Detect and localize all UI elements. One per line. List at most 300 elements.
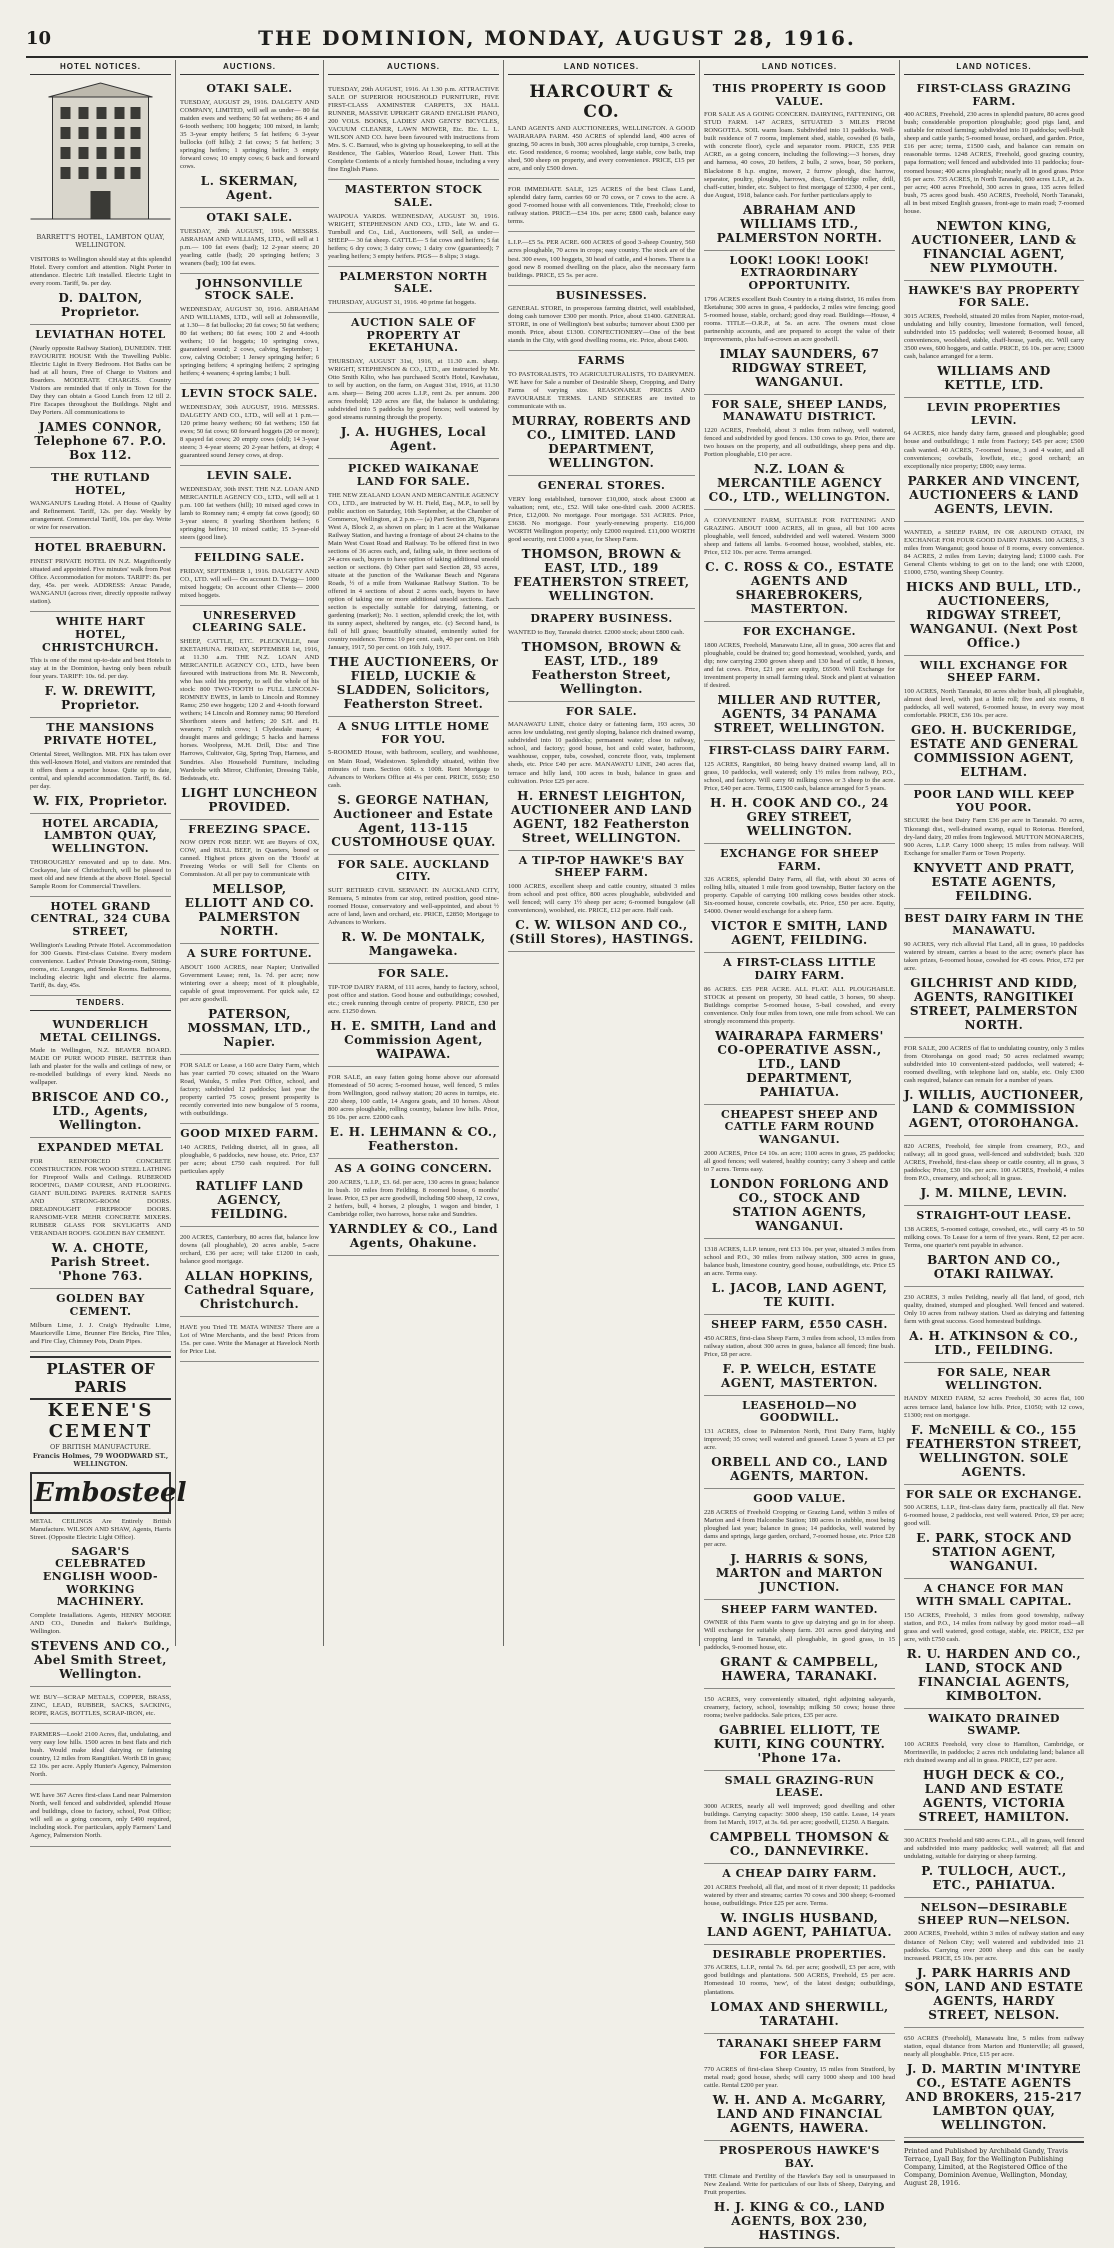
advertisement <box>904 2028 1084 2138</box>
ad-body: FOR REINFORCED CONCRETE CONSTRUCTION. FOR WOOD STEEL LATHING for Fireproof Walls and Ceilings. RUBEROID ROOFING, DAMP COURSE, AND FLOORING. GIANT BUILDING PAPERS. RATNER SAFES AND STRONG-ROOM DOORS. DREADNOUGHT FIREPROOF DOORS. RANSOME-VER MEHR CONCRETE MIXERS. RUBBER GLASS FOR SKYLIGHTS AND VERANDAH ROOFS. GOLDEN BAY CEMENT. <box>30 1157 171 1238</box>
ad-body: Milburn Lime, J. J. Craig's Hydraulic Lime, Mauriceville Lime, Brunner Fire Bricks, Fire Tiles, and Fire Clay, Chimney Pots, Drain Pipes. <box>30 1321 171 1345</box>
ad-title: FOR EXCHANGE. <box>743 625 856 639</box>
ad-body: 100 ACRES, North Taranaki, 80 acres shelter bush, all ploughable, almost dead level, with just a little roll; five and six rooms, 8 paddocks, all well watered, 6-roomed house, in every way most comfortable. PRICE, £36 10s. per acre. <box>904 688 1084 720</box>
ad-title: EXCHANGE FOR SHEEP FARM. <box>720 846 879 873</box>
ad-body: 131 ACRES, close to Palmerston North, First Dairy Farm, highly improved; 35 cows; well watered and grassed. Lease 5 years at £3 per acre. <box>704 1427 895 1451</box>
advertisement <box>30 897 171 996</box>
ad-body: WANTED to Buy, Taranaki district. £2000 stock; about £800 cash. <box>508 628 685 636</box>
ad-body: A CONVENIENT FARM, SUITABLE FOR FATTENING AND GRAZING. ABOUT 1000 ACRES, all in grass, all but 100 acres ploughable, well fenced, subdivided and well watered. Western 3000 sheep and fattens all lambs. 6-roomed house, woolshed, stables, etc. Price, £12 10s. per acre. Terms arranged. <box>704 517 895 557</box>
hotel-caption: BARRETT'S HOTEL, LAMBTON QUAY, WELLINGTON. <box>36 233 165 249</box>
advertisement <box>328 855 499 964</box>
advertisement <box>704 1600 895 1689</box>
ad-body: VERY long established, turnover £10,000, stock about £3000 at valuation; rent, etc., £52. Will take one-third cash. 2000 ACRES. Price, £12,000. No mortgage. Four mortgage. 531 ACRES. Price, £3638. No mortgage. Four yearly-renewing property. £16,000 WORTH Wellington property; only £2000 required. £11,000 WORTH good security, rent £1000 a year, for Sheep Farm. <box>508 495 695 543</box>
ad-title: EXPANDED METAL <box>37 1141 164 1155</box>
advertisement <box>30 325 171 468</box>
advertisement <box>904 1830 1084 1898</box>
ad-title: FREEZING SPACE. <box>188 822 311 836</box>
newspaper-title: THE DOMINION, MONDAY, AUGUST 28, 1916. <box>258 26 856 50</box>
ad-title: FIRST-CLASS DAIRY FARM. <box>708 744 891 758</box>
advertisement <box>508 351 695 476</box>
advertisement <box>904 1038 1084 1136</box>
ad-body: 228 ACRES of Freehold Cropping or Grazing Land, within 3 miles of Marton and 4 from Halcombe Station; 180 acres in stubble, most being ploughed last year; balance in grass; 14 paddocks, well watered by dams and springs, large garden, orchard, 7-roomed house, etc. Price £28 per acre. <box>704 1508 895 1548</box>
ad-title: FOR SALE. <box>565 704 638 718</box>
ad-title: A SURE FORTUNE. <box>186 947 313 961</box>
ad-title: GOOD VALUE. <box>753 1492 846 1506</box>
ad-advertiser: L. SKERMAN, Agent. <box>200 173 299 202</box>
ad-title: PROSPEROUS HAWKE'S BAY. <box>719 2143 880 2170</box>
ad-advertiser: WAIRARAPA FARMERS' CO-OPERATIVE ASSN., LTD., LAND DEPARTMENT, PAHIATUA. <box>715 1028 884 1099</box>
advertisement <box>508 476 695 609</box>
advertisement <box>30 1687 171 1724</box>
advertisement <box>508 179 695 232</box>
ad-title: AS A GOING CONCERN. <box>334 1162 493 1176</box>
advertisement <box>508 851 695 952</box>
ad-title: STRAIGHT-OUT LEASE. <box>916 1209 1072 1223</box>
ad-body: WEDNESDAY, AUGUST 30, 1916. ABRAHAM AND WILLIAMS, LTD., will sell at Johnsonville, at 1.30— 8 fat bullocks; 20 fat cows; 50 fat wethers; 80 fat wethers; 80 fat ewes; 100 2 and 4-tooth wethers; 10 fat hoggets; 10 springing cows, guaranteed sound; 2 cows, calving September; 1 cow, calving October; 1 Jersey springing heifer; 6 springing heifers; 4 springing heifers; 2 springing heifers; 4 weaners; 4 spring lambs; 1 bull. <box>180 306 319 378</box>
advertisement <box>704 953 895 1104</box>
ad-body: 1800 ACRES, Freehold, Manawatu Line, all in grass, 300 acres flat and ploughable, could be drained to; good homestead, woolshed, yards, and dip; now carrying 2300 grown sheep and 130 head of cattle, 8 horses, and fat cows. Price, £21 per acre equity, £6500. Will Exchange for inventment property in small farming ideal. Stock and plant at valuation if desired. <box>704 641 895 690</box>
column-auctions-2 <box>324 60 504 1646</box>
ad-body: TUESDAY, AUGUST 29, 1916. DALGETY AND COMPANY, LIMITED, will sell as under— 80 fat maiden ewes and wethers; 50 fat wethers; 86 4 and 6-tooth wethers; 100 hoggets; 100 mixed, in lamb; 35 3-year empty heifers; 5 fat heifers; 6 3-year bullocks (off hills); 2 fat cows; 5 fat heifers; 3 springing heifers; 1 springing heifer; 3 empty forward cows; 10 empty cows; 6 back and forward cows. <box>180 98 319 170</box>
ad-title: GOLDEN BAY CEMENT. <box>56 1292 145 1318</box>
ad-advertiser: W. FIX, Proprietor. <box>33 793 168 808</box>
ad-title: FOR SALE. AUCKLAND CITY. <box>337 857 490 884</box>
ad-body: TIP-TOP DAIRY FARM, of 111 acres, handy to factory, school, post office and station. Good house and outbuildings; cowshed, etc.; creek running through centre of property. PRICE, £30 per acre. £1250 down. <box>328 983 499 1015</box>
ad-advertiser: NEWTON KING, AUCTIONEER, LAND & FINANCIAL AGENT, NEW PLYMOUTH. <box>911 218 1077 275</box>
ad-advertiser: KNYVETT AND PRATT, ESTATE AGENTS, FEILDING. <box>913 860 1075 903</box>
keenes-cement-title: KEENE'S CEMENT <box>47 1399 154 1442</box>
advertisement <box>180 944 319 1055</box>
ad-title: LOOK! LOOK! LOOK! EXTRAORDINARY OPPORTUNITY. <box>729 253 870 292</box>
ad-advertiser: CAMPBELL THOMSON & CO., DANNEVIRKE. <box>709 1830 890 1859</box>
ad-title: FOR SALE, NEAR WELLINGTON. <box>937 1366 1051 1392</box>
advertisement <box>328 459 499 717</box>
ad-body: 200 ACRES, Canterbury, 80 acres flat, balance low downs (all ploughable), 20 acres arable, 5-acre orchard, £36 per acre; will take £1200 in cash, balance good mortgage. <box>180 1234 319 1266</box>
advertisement <box>904 1579 1084 1708</box>
ad-body: 1796 ACRES excellent Bush Country in a rising district, 16 miles from Eketahuna; 300 acres in grass, 4 paddocks, 2 miles wire fencing; good 5-roomed house, stable, orchard; good dray road. Buildings—House, 4 rooms. TITLE—O.R.P., at 5s. an acre. The owners must close partnership accounts, and are prepared to accept the value of their improvements, plus half-a-crown an acre goodwill. <box>704 295 895 343</box>
ad-advertiser: J. D. MARTIN M'INTYRE CO., ESTATE AGENTS AND BROKERS, 215-217 LAMBTON QUAY, WELLINGTON. <box>905 2061 1083 2132</box>
advertisement <box>180 820 319 945</box>
ad-body: WE have 367 Acres first-class Land near Palmerston North, well fenced and subdivided, splendid House and buildings, close to factory, school, Post Office; will sell as a going concern, only £490 required, including stock. For particulars, apply Farmers' Land Agency, Palmerston North. <box>30 1792 171 1840</box>
ad-body: 138 ACRES, 5-roomed cottage, cowshed, etc., will carry 45 to 50 milking cows. To Lease for a term of five years. Rent, £2 per acre. Terms, one quarter's rent payable in advance. <box>904 1225 1084 1250</box>
ad-body: 90 ACRES, very rich alluvial Flat Land, all in grass, 10 paddocks watered by stream, carries a beast to the acre; owner's place has taken prizes, 6-roomed house, cowshed for 45 cows. Price, £72 per acre. <box>904 940 1084 972</box>
ad-title: A CHANCE FOR MAN WITH SMALL CAPITAL. <box>916 1582 1072 1608</box>
advertisement <box>904 281 1084 398</box>
ad-advertiser: THOMSON, BROWN & EAST, LTD., 189 Featherston Street, Wellington. <box>521 639 682 696</box>
ad-title: GOOD MIXED FARM. <box>180 1127 319 1141</box>
ad-advertiser: MURRAY, ROBERTS AND CO., LIMITED. LAND DEPARTMENT, WELLINGTON. <box>511 414 692 471</box>
ad-body: GENERAL STORE, in prosperous farming district, well established, doing cash turnover £300 per month. Price, about £1400. GENERAL STORE, in one of Wellington's best suburbs; turnover about £300 per month. Price, about £1300. CONFECTIONERY—One of the best stands in the City, with good dwelling rooms, etc. Price, about £400. <box>508 305 695 345</box>
advertisement <box>30 538 171 612</box>
ad-title: HARCOURT & CO. <box>529 82 674 122</box>
advertisement <box>328 1067 499 1159</box>
ad-body: 376 ACRES, L.I.P., rental 7s. 6d. per acre; goodwill, £3 per acre, with good buildings and plantations. 500 ACRES, Freehold, £5 per acre. Homestead 10 rooms, 'new', of the latest design; outbuildings, plantations. <box>704 1964 895 1996</box>
column-heading: AUCTIONS. <box>180 60 319 75</box>
ad-title: FARMS <box>577 354 626 368</box>
ad-body: FOR SALE, an easy fatten going home above our aforesaid Homestead of 50 acres; 5-roomed house, well fenced, 5 miles from Wellington, good railway station; 20 acres in turnips, etc. 220 sheep, 100 cattle, 14 Angora goats, and 10 horses. About 800 acres ploughable, rolling country, balance low hills. Price, £6 10s. per acre. £2000 cash. <box>328 1073 499 1121</box>
advertisement <box>904 398 1084 521</box>
ad-advertiser: GILCHRIST AND KIDD, AGENTS, RANGITIKEI STREET, PALMERSTON NORTH. <box>909 976 1079 1033</box>
ad-advertiser: P. TULLOCH, AUCT., ETC., PAHIATUA. <box>921 1864 1067 1893</box>
ad-title: DESIRABLE PROPERTIES. <box>712 1947 887 1961</box>
advertisement <box>704 510 895 622</box>
ad-body: 3015 ACRES, Freehold, situated 20 miles from Napier, motor-road, undulating and hilly country, limestone formation, well fenced, subdivided into 15 paddocks; well watered; 8-roomed house, all conveniences, woolshed, stable, chaff-house, yards, etc. Will carry 3500 ewes, 600 hoggets, and cattle. PRICE, £6 10s. per acre; £3000 cash, balance arranged for a term. <box>904 312 1084 361</box>
ad-body: OWNER of this Farm wants to give up dairying and go in for sheep. Will exchange for suitable sheep farm. 201 acres good dairying and cropping land in Taranaki, all ploughable, in good grass, in 15 paddocks, 9-roomed house, etc. <box>704 1619 895 1651</box>
ad-title: WHITE HART HOTEL, CHRISTCHURCH. <box>42 615 159 654</box>
ad-advertiser: H. E. SMITH, Land and Commission Agent, WAIPAWA. <box>330 1018 497 1061</box>
ad-title: HOTEL ARCADIA, LAMBTON QUAY, WELLINGTON. <box>41 816 160 856</box>
ad-advertiser: LIGHT LUNCHEON PROVIDED. <box>181 785 318 814</box>
ad-title: FOR SALE, SHEEP LANDS, MANAWATU DISTRICT. <box>711 397 888 424</box>
advertisement <box>180 606 319 820</box>
ad-body: FOR SALE AS A GOING CONCERN. DAIRYING, FATTENING, OR STUD FARM. 147 ACRES, SITUATED 3 MILES FROM RONGOTEA. SOIL warm loam. Subdivided into 11 paddocks. Well-built residence of 7 rooms, implement shed, stable, cowshed (6 bails, with concrete floor), cycle and separator room. PRICE, £35 PER ACRE, as a going concern, including the following:—3 horses, dray and harness, 40 cows, 20 heifers, 2 bulls, 2 sows, boar, 50 porkers, Blackstone 8 h.p. engine, mower, 2 furrow plough, disc harrow, separator, poultry, ploughs, harrows, discs, Cambridge roller, drill, chaff-cutter, binder, etc. Subject to first mortgage of £2300, 4 per cent., due August, 1918, balance cash. For further particulars apply to <box>704 111 895 199</box>
advertisement <box>328 79 499 180</box>
column-heading: LAND NOTICES. <box>904 60 1084 75</box>
advertisement <box>180 274 319 385</box>
ad-advertiser: LOMAX AND SHERWILL, TARATAHI. <box>710 1999 889 2028</box>
ad-title: A FIRST-CLASS LITTLE DAIRY FARM. <box>723 956 876 982</box>
advertisement <box>180 1227 319 1317</box>
advertisement <box>328 180 499 266</box>
ad-advertiser: GABRIEL ELLIOTT, TE KUITI, KING COUNTRY. 'Phone 17a. <box>713 1722 886 1765</box>
advertisement <box>30 1138 171 1289</box>
ad-advertiser: A. H. ATKINSON & CO., LTD., FEILDING. <box>909 1329 1079 1358</box>
advertisement <box>180 1055 319 1124</box>
ad-advertiser: YARNDLEY & CO., Land Agents, Ohakune. <box>329 1221 498 1250</box>
advertisement <box>904 1898 1084 2027</box>
ad-body: 125 ACRES, Rangitikei, 80 being heavy drained swamp land, all in grass, 10 paddocks, well watered; only 1½ miles from railway, P.O., school, and factory. Will carry 60 milking cows or 3 sheep to the acre. Price, £40 per acre. Terms, £1500 cash, balance arranged for 5 years. <box>704 760 895 792</box>
advertisement <box>30 1785 171 1846</box>
column-auctions-1 <box>176 60 324 1646</box>
ad-body: 1000 ACRES, excellent sheep and cattle country, situated 3 miles from school and post office, 800 acres ploughable, subdivided and well fenced; will carry 1½ sheep per acre; 6-roomed bungalow (all conveniences), woolshed, etc. PRICE, £12 per acre. Half cash. <box>508 882 695 914</box>
advertisement <box>904 1485 1084 1580</box>
ad-body: THE Climate and Fertility of the Hawke's Bay soil is unsurpassed in New Zealand. Write for particulars of our lists of Sheep, Dairying, and Fruit properties. <box>704 2173 895 2197</box>
ad-body: This is one of the most up-to-date and best Hotels to stay at in the Dominion, having only been rebuilt four years. TARIFF: 10s. 6d. per day. <box>30 657 171 681</box>
ad-body: 150 ACRES, Freehold, 3 miles from good township, railway station, and P.O., 14 miles from railway by good motor road—all grass and well watered, good cottage, stable, etc. PRICE, £32 per acre, with £750 cash. <box>904 1611 1084 1643</box>
ad-body: WANGANUI'S Leading Hotel. A House of Quality and Refinement. Tariff, 12s. per day. Weekly by arrangement. Commercial Tariff, 10s. per day. Write or wire for reservation. <box>30 500 171 532</box>
column-heading: HOTEL NOTICES. <box>30 60 171 75</box>
ad-title: DRAPERY BUSINESS. <box>530 612 673 626</box>
ad-body: SUIT RETIRED CIVIL SERVANT. IN AUCKLAND CITY, Remuera, 5 minutes from car stop, retired position, good nine-roomed House, conservatory and well-appointed, and about ½ acre of land, lawn and orchard, etc. PRICE, £2850; Mortgage to Advances to Workers. <box>328 886 499 927</box>
advertisement <box>180 548 319 606</box>
ad-body: TUESDAY, 29th AUGUST, 1916. MESSRS. ABRAHAM AND WILLIAMS, LTD., will sell at 1 p.m.— 100 fat ewes (bad); 12 2-year steers; 20 yearling cattle (bad); 20 springing heifers; 3 weaners (bad); 100 fat ewes. <box>180 227 319 267</box>
column-heading: LAND NOTICES. <box>508 60 695 75</box>
advertisement <box>904 1136 1084 1206</box>
ad-advertiser: W. INGLIS HUSBAND, LAND AGENT, PAHIATUA. <box>706 1910 893 1939</box>
ad-body: TO PASTORALISTS, TO AGRICULTURALISTS, TO DAIRYMEN. WE have for Sale a number of Desirable Sheep, Cropping, and Dairy Farms of varying size. REASONABLE PRICES AND FAVOURABLE TERMS. LAND SEEKERS are invited to communicate with us. <box>508 371 695 411</box>
ad-body: WANTED, a SHEEP FARM, IN OR AROUND OTAKI, IN EXCHANGE FOR FOUR GOOD DAIRY FARMS. 100 ACRES, 3 miles from Wanganui; good house of 8 rooms, every convenience. 84 ACRES, 2 miles from Levin; dairying land; £1000 cash. For General Clients wishing to get on to the land; one with £2000, £1000, £750, wanting Sheep Country. <box>904 528 1084 576</box>
ad-advertiser: H. J. KING & CO., LAND AGENTS, BOX 230, HASTINGS. <box>713 2200 886 2243</box>
advertisement <box>904 1363 1084 1484</box>
ad-body: 5-ROOMED House, with bathroom, scullery, and washhouse, on Main Road, Wadestown. Splendidly situated, within five minutes of tram. Section 66ft. x 100ft. Rent Mortgage to Advances to Workers Office at 4¼ per cent. PRICE, £650; £50 cash. <box>328 749 499 789</box>
ad-advertiser: MELLSOP, ELLIOTT AND CO. PALMERSTON NORTH. <box>184 882 315 939</box>
ad-body: THOROUGHLY renovated and up to date. Mrs. Cockayne, late of Christchurch, will be pleased to meet old and new friends at the above Hotel. Special Sample Room for Commercial Travellers. <box>30 858 171 890</box>
advertisement <box>508 79 695 179</box>
ad-body: FOR IMMEDIATE SALE, 125 ACRES of the best Class Land, splendid dairy farm, carries 60 or 70 cows, or 7 cows to the acre. A good 7-roomed house with all conveniences. Title, Freehold; close to railway station. PRICE—£34 10s. per acre; £800 cash, balance easy terms. <box>508 186 695 226</box>
advertisement <box>704 2141 895 2248</box>
ad-advertiser: D. DALTON, Proprietor. <box>58 291 143 320</box>
ad-advertiser: THOMSON, BROWN & EAST, LTD., 189 FEATHERSTON STREET, WELLINGTON. <box>513 547 690 604</box>
ad-title: POOR LAND WILL KEEP YOU POOR. <box>913 788 1075 814</box>
ad-body: 326 ACRES, splendid Dairy Farm, all flat, with about 30 acres of rolling hills, situated 1 mile from good township, Butter factory on the property. Capable of carrying 100 milking cows besides other stock. Six-roomed house, concrete cowbails, etc. Price, £50 per acre. Equity, £4000. Owner would exchange for a sheep farm. <box>704 876 895 916</box>
ad-body: Complete Installations. Agents, HENRY MOORE AND CO., Dunedin and Baker's Buildings, Wellington. <box>30 1611 171 1636</box>
advertisement <box>704 1689 895 1771</box>
advertisement <box>328 1159 499 1256</box>
column-heading: LAND NOTICES. <box>704 60 895 75</box>
advertisement <box>704 1239 895 1315</box>
advertisement <box>704 251 895 395</box>
ad-title: TARANAKI SHEEP FARM FOR LEASE. <box>717 2036 882 2063</box>
advertisement <box>508 286 695 352</box>
advertisement <box>704 622 895 741</box>
ad-advertiser: C. C. ROSS & CO., ESTATE AGENTS AND SHAREBROKERS, MASTERTON. <box>705 560 894 617</box>
ad-advertiser: MILLER AND RUTTER, AGENTS, 34 PANAMA STREET, WELLINGTON. <box>713 693 886 736</box>
ad-body: THURSDAY, AUGUST 31, 1916. 40 prime fat hoggets. <box>328 299 477 307</box>
ad-advertiser: HUGH DECK & CO., LAND AND ESTATE AGENTS, VICTORIA STREET, HAMILTON. <box>918 1768 1070 1825</box>
hotel-building-illustration <box>30 79 171 229</box>
ad-title: LEVIN STOCK SALE. <box>181 387 318 401</box>
ad-advertiser: ORBELL AND CO., LAND AGENTS, MARTON. <box>711 1455 888 1484</box>
ad-body: 770 ACRES of first-class Sheep Country, 15 miles from Stratford, by metal road; good house, sheds; will carry 1000 sheep and 100 head cattle. Rental £200 per year. <box>704 2065 895 2089</box>
ad-title: HOTEL BRAEBURN. <box>34 541 167 555</box>
ad-body: FOR SALE, 200 ACRES of flat to undulating country, only 3 miles from Otorohanga on good road; 50 acres reclaimed swamp; subdivided into 10 convenient-sized paddocks, well watered; 4-roomed dwelling, with telephone laid on, stable, etc. Only £300 cash required, balance can remain for a number of years. <box>904 1045 1084 1085</box>
advertisement <box>328 717 499 854</box>
ad-advertiser: H. ERNEST LEIGHTON, AUCTIONEER AND LAND AGENT, 182 Featherston Street, WELLINGTON. <box>510 788 693 845</box>
ad-title: CHEAPEST SHEEP AND CATTLE FARM ROUND WANGANUI. <box>720 1107 879 1147</box>
embosteel-body: METAL CEILINGS Are Entirely British Manufacture. WILSON AND SHAW, Agents, Harris Street. (Opposite Electric Light Office). <box>30 1517 171 1541</box>
ad-body: 64 ACRES, nice handy dairy farm, grassed and ploughable; good house and outbuildings; 1 mile from Factory; £45 per acre; £500 cash wanted. 40 ACRES, 7-roomed house, 3 and 4 water, and all conveniences; cowbails, lowflute, etc.; good orchard; an exceptionally nice property; £800; easy terms. <box>904 430 1084 470</box>
ad-advertiser: HICKS AND BULL, LTD., AUCTIONEERS, RIDGWAY STREET, WANGANUI. (Next Post Office.) <box>906 579 1082 650</box>
ad-title: LEASEHOLD—NO GOODWILL. <box>742 1398 857 1425</box>
advertisement <box>904 1206 1084 1287</box>
ad-body: 230 ACRES, 3 miles Feilding, nearly all flat land, of good, rich quality, drained, stumped and ploughed. Well fenced and watered. Only 10 acres from railway station. Used as dairying and fattening farm with great success. Good homestead buildings. <box>904 1294 1084 1326</box>
ad-body: 820 ACRES, Freehold, fee simple from creamery, P.O., and railway; all in good grass, well-fenced and subdivided; bush. 320 ACRES, Freehold, first-class sheep or cattle country, all in grass, 3 paddocks; Price, £30 10s. per acre. 100 ACRES, Freehold, 4 miles from P.O., creamery, and school; all in grass. <box>904 1143 1084 1183</box>
column-heading: AUCTIONS. <box>328 60 499 75</box>
ad-title: A SNUG LITTLE HOME FOR YOU. <box>337 720 490 746</box>
advertisement <box>904 909 1084 1038</box>
ad-body: L.I.P.—£5 5s. PER ACRE. 600 ACRES of good 3-sheep Country, 560 acres ploughable, 70 acres in crops; easy country. The stock are of the best. 300 ewes, 100 hoggets, 30 head of cattle, and 4 horses. There is a good new 8 roomed dwelling on the place, also the necessary farm buildings. PRICE, £5 5s. per acre. <box>508 239 695 279</box>
ad-body: 2000 ACRES, Price £4 10s. an acre; 1100 acres in grass, 25 paddocks; all good fences; well watered, healthy country; carry 3 sheep and cattle to 7 acres. Terms easy. <box>704 1149 895 1173</box>
ad-body: MANAWATU LINE, choice dairy or fattening farm, 193 acres, 30 acres low undulating, rest gently sloping, balance rich drained swamp, subdivided into 10 paddocks; permanent water; close to railway, school, and factory; good house, hot and cold water, bathroom, washhouse, copper, tubs, cowshed, concrete floor, vats, implement sheds, etc. Price £40 per acre. MANAWATU LINE, 240 acres flat, terrace and hilly land, 100 acres in bush, balance in grass and cultivation. Price £25 per acre. <box>508 721 695 785</box>
ad-advertiser: W. A. CHOTE, Parish Street. 'Phone 763. <box>50 1241 151 1284</box>
ad-body: 201 ACRES Freehold, all flat, and most of it river deposit; 11 paddocks watered by river and streams; carries 70 cows and 300 sheep; 6-roomed house, outbuildings. Price £25 per acre. Terms. <box>704 1883 895 1907</box>
masthead <box>26 20 1088 58</box>
ad-advertiser: C. W. WILSON AND CO., (Still Stores), HASTINGS. <box>509 917 694 946</box>
advertisement <box>30 612 171 718</box>
ad-advertiser: N.Z. LOAN & MERCANTILE AGENCY CO., LTD., WELLINGTON. <box>708 462 891 505</box>
ad-body: WE BUY—SCRAP METALS, COPPER, BRASS, ZINC, LEAD, RUBBER, SACKS, SACKING, ROPE, RAGS, BOTTLES, SCRAP-IRON, etc. <box>30 1694 171 1718</box>
ad-title: THE RUTLAND HOTEL, <box>50 471 151 497</box>
advertisement <box>30 1015 171 1138</box>
advertisement <box>30 814 171 897</box>
advertisement <box>704 2034 895 2141</box>
ad-body: 650 ACRES (Freehold), Manawatu line, 5 miles from railway station, equal distance from Marton and Hunterville; all grassed, nearly all ploughable. Price, £15 per acre. <box>904 2034 1084 2058</box>
ad-advertiser: F. McNEILL & CO., 155 FEATHERSTON STREET, WELLINGTON. SOLE AGENTS. <box>905 1422 1083 1479</box>
ad-title: HOTEL GRAND CENTRAL, 324 CUBA STREET, <box>30 899 171 939</box>
ad-advertiser: J. A. HUGHES, Local Agent. <box>340 425 487 454</box>
ad-body: 100 ACRES Freehold, very close to Hamilton, Cambridge, or Morrinsville, in paddocks; 2 acres rich undulating land; balance all rich drained swamp and all in grass. PRICE, £27 per acre. <box>904 1741 1084 1765</box>
ad-title: PICKED WAIKANAE LAND FOR SALE. <box>348 462 479 488</box>
ad-title: SMALL GRAZING-RUN LEASE. <box>724 1773 875 1800</box>
advertisement <box>704 844 895 953</box>
ad-title: WUNDERLICH METAL CEILINGS. <box>39 1017 162 1044</box>
ad-body: 2000 ACRES, Freehold, within 3 miles of railway station and easy distance of Nelson City; well watered and subdivided into 21 paddocks. Carrying over 2000 sheep and this can be easily increased. PRICE, £5 10s. per acre. <box>904 1930 1084 1962</box>
ad-title: AUCTION SALE OF PROPERTY AT EKETAHUNA. <box>351 316 476 355</box>
ad-body: 150 ACRES, very conveniently situated, right adjoining saleyards, creamery, factory, school, township; milking 50 cows; house three rooms; twelve paddocks. Sale prices, £35 per acre. <box>704 1695 895 1719</box>
ad-advertiser: WILLIAMS AND KETTLE, LTD. <box>937 364 1051 393</box>
ad-advertiser: ABRAHAM AND WILLIAMS LTD., PALMERSTON NORTH. <box>716 202 883 245</box>
ad-advertiser: W. H. AND A. McGARRY, LAND AND FINANCIAL AGENTS, HAWERA. <box>712 2092 887 2135</box>
advertisement <box>180 1317 319 1362</box>
plaster-of-paris-title: PLASTER OF PARIS <box>30 1356 171 1400</box>
advertisement <box>904 785 1084 908</box>
ad-body: 450 ACRES, first-class Sheep Farm, 3 miles from school, 13 miles from railway station, about 300 acres in grass, balance all fenced; fine bush. Price, £8 per acre. <box>704 1334 895 1358</box>
advertisement <box>508 232 695 285</box>
ad-advertiser: LONDON FORLONG AND CO., STOCK AND STATION AGENTS, WANGANUI. <box>710 1176 889 1233</box>
ad-advertiser: J. PARK HARRIS AND SON, LAND AND ESTATE AGENTS, HARDY STREET, NELSON. <box>904 1965 1084 2022</box>
ad-body: WAIPOUA YARDS. WEDNESDAY, AUGUST 30, 1916. WRIGHT, STEPHENSON AND CO., LTD., late W. and G. Turnbull and Co., Ltd., Auctioneers, will Sell, as under— SHEEP— 30 fat sheep. CATTLE— 5 fat cows and heifers; 5 fat heifers; 6 dry cows; 3 dairy cows; 1 dairy cow (guaranteed); 7 yearling heifers; 3 empty heifers. PIGS— 8 slips; 3 stags. <box>328 212 499 260</box>
tenders-heading: TENDERS. <box>30 996 171 1011</box>
advertisement <box>180 1124 319 1227</box>
ad-advertiser: PARKER AND VINCENT, AUCTIONEERS & LAND AGENTS, LEVIN. <box>907 473 1081 516</box>
advertisement <box>30 1542 171 1687</box>
advertisement <box>328 267 499 313</box>
advertisement <box>904 1287 1084 1363</box>
ad-body: FRIDAY, SEPTEMBER 1, 1916. DALGETY AND CO., LTD. will sell— On account D. Twigg— 1000 mixed hoggets; On account other Clients— 2000 mixed hoggets. <box>180 567 319 599</box>
ad-body: NOW OPEN FOR BEEF. WE are Buyers of OX, COW, and BULL BEEF, in Quarters, boned or canned. Highest prices given on the 'Hoofs' at Freezing Works or will Sell for Clients on Commission. At all per pay to communicate with <box>180 839 319 879</box>
ad-body: 140 ACRES, Feilding district, all in grass, all ploughable, 6 paddocks, new house, etc. Price, £37 per acre; about £750 cash required. For full particulars apply <box>180 1144 319 1176</box>
ad-body: SHEEP, CATTLE, ETC. PLECKVILLE, near EKETAHUNA. FRIDAY, SEPTEMBER 1st, 1916, at 11.30 a.m. THE N.Z. LOAN AND MERCANTILE AGENCY CO., LTD., have been favoured with instructions from Mr. R. Newcomb, who has sold his property, to sell the whole of his stock: 800 TWO-TOOTH to FULL LINCOLN-ROMNEY EWES, in lamb to Lincoln and Romney Rams; 250 ewe hoggets; 120 2 and 4-tooth forward wethers; 14 Lincoln and Romney rams; 90 Hereford Shorthorn steers and heifers; 20 S.H. and H. weaners; 7 milch cows; 1 Clydesdale mare; 4 draught mares and geldings; 5 hacks and harness horses. Woolpress, M.H. Drill, Disc and Tine Harrows, Cultivator, Gig, Spring Trap, Harness, and Sundries. Also Household Furniture, including Wardrobe with Mirror, Chiffonier, Dressing Table, Bedsteads, etc. <box>180 638 319 782</box>
ad-title: UNRESERVED CLEARING SALE. <box>192 608 307 635</box>
advertisement <box>180 466 319 548</box>
advertisement <box>704 1396 895 1489</box>
advertisement <box>704 1864 895 1945</box>
ad-advertiser: J. HARRIS & SONS, MARTON and MARTON JUNCTION. <box>715 1551 884 1594</box>
advertisement <box>904 522 1084 656</box>
ad-body: (Nearly opposite Railway Station), DUNEDIN. THE FAVOURITE HOUSE With the Travelling Public. Electric Light in Every Bedroom. Hot Baths can be had at all hours, Free of Charge to Visitors and Boarders. MODERATE CHARGES. Country Visitors are reminded that if only in Town for the Day they can obtain a Good Lunch from 12 till 2. Fire Escapes throughout the Buildings. Night and Day Porters. All communications to <box>30 344 171 417</box>
ad-title: WILL EXCHANGE FOR SHEEP FARM. <box>920 658 1068 685</box>
column-land-notices-1 <box>504 60 700 1646</box>
ad-advertiser: PATERSON, MOSSMAN, LTD., Napier. <box>187 1007 312 1050</box>
ad-body: HANDY MIXED FARM, 52 acres Freehold, 30 acres flat, 100 acres terrace land, balance low hills. Price, £1050; with 12 cows, £1300; rest on mortgage. <box>904 1395 1084 1419</box>
ad-title: PALMERSTON NORTH SALE. <box>339 269 488 296</box>
ad-title: A TIP-TOP HAWKE'S BAY SHEEP FARM. <box>518 853 685 880</box>
ad-body: Made in Wellington, N.Z. BEAVER BOARD. MADE OF PURE WOOD FIBRE. BETTER than lath and plaster for the walls and ceilings of new, or re-modelled buildings of every kind. Needs no wallpaper. <box>30 1047 171 1087</box>
ad-title: A CHEAP DAIRY FARM. <box>722 1867 877 1881</box>
ad-title: GENERAL STORES. <box>537 479 666 493</box>
ad-body: FINEST PRIVATE HOTEL IN N.Z. Magnificently situated and appointed. Five minutes' walk from Post Office. Accommodation for motors. TARIFF: 8s. per day, 45s. per week. ADDRESS: Anzac Parade, WANGANUI (across river, directly opposite railway station). <box>30 558 171 606</box>
advertisement <box>328 964 499 1067</box>
ad-title: FEILDING SALE. <box>194 551 305 564</box>
ad-title: THE MANSIONS PRIVATE HOTEL, <box>43 721 158 747</box>
ad-body: 400 ACRES, Freehold, 230 acres in splendid pasture, 80 acres good bush; considerable proportion ploughable; good pigs land, and suitable for mixed farming; subdivided into 10 paddocks; well-built sheep and cattle yards; 5-roomed house, orchard, and garden. Price, £16 per acre; terms, £1500 cash, and balance can remain on reasonable terms. 1248 ACRES, Freehold, good grazing country, papa formation; well fenced and subdivided into 11 paddocks; four-roomed house; 400 acres ploughable; nearly all in good grass. Price £6 per acre. 735 ACRES, in North Taranaki, 600 acres L.I.P., at 2s. per acre; 400 acres Freehold, 300 acres in grass, 135 acres felled bush, 75 acres good bush. 450 ACRES, Freehold, North Taranaki, all in best mixed English grasses, front-age to main road; 7-roomed house. <box>904 111 1084 215</box>
advertisement <box>508 609 695 702</box>
advertisement <box>704 1315 895 1396</box>
ad-advertiser: H. H. COOK AND CO., 24 GREY STREET, WELLINGTON. <box>710 795 889 838</box>
advertisement <box>508 702 695 851</box>
ad-advertiser: F. W. DREWITT, Proprietor. <box>44 684 157 713</box>
ad-advertiser: BRISCOE AND CO., LTD., Agents, Wellington. <box>31 1090 170 1133</box>
ad-title: NELSON—DESIRABLE SHEEP RUN—NELSON. <box>917 1901 1071 1927</box>
advertisement <box>704 1945 895 2034</box>
ad-advertiser: R. W. De MONTALK, Mangaweka. <box>341 930 486 959</box>
embosteel-logo: Embosteel <box>30 1472 171 1514</box>
ad-body: LAND AGENTS AND AUCTIONEERS, WELLINGTON. A GOOD WAIRARAPA FARM. 450 ACRES of splendid land, 400 acres of grazing, 50 acres in bush, 300 acres ploughable, crop turnips, 3 creeks, etc. Good residence, 6 rooms; woolshed, large stable, cow bails, trap shed, 500 sheep on property, and every convenience. PRICE, £15 per acre, and only £500 down. <box>508 125 695 173</box>
ad-title: BUSINESSES. <box>555 288 648 302</box>
ad-advertiser: J. M. MILNE, LEVIN. <box>920 1186 1068 1201</box>
ad-advertiser: THE AUCTIONEERS, Or FIELD, LUCKIE & SLADDEN, Solicitors, Featherston Street. <box>328 655 499 712</box>
ad-title: OTAKI SALE. <box>206 82 293 95</box>
page-number: 10 <box>26 27 52 49</box>
ad-body: WEDNESDAY, 30th AUGUST, 1916. MESSRS. DALGETY AND CO., LTD., will sell at 1 p.m.— 120 prime heavy wethers; 60 fat wethers; 150 fat ewes; 50 fat cows; 60 forward hoggets (20 or more); 8 spayed fat cows; 20 empty cows (old); 14 3-year steers; 3 4-year steers; 20 2-year heifers, at drop; 4 guaranteed sound Jersey cows, at drop. <box>180 403 319 460</box>
ad-title: MASTERTON STOCK SALE. <box>344 183 483 209</box>
ad-body: THURSDAY, AUGUST 31st, 1916, at 11.30 a.m. sharp. WRIGHT, STEPHENSON & CO., LTD., are instructed by Mr. Otto Smith Kilto, who has purchased Scott's Hotel, Kawhatau, to sell by auction, on the farm, on August 31st, 1916, at 11.30 a.m. sharp— Being 200 acres L.I.P., rent 2s. per annum. 200 acres freehold; 120 acres are flat, the balance is undulating; subdivided into 5 paddocks by good fences; well watered by good streams running through the property. <box>328 358 499 422</box>
advertisement <box>704 741 895 844</box>
column-land-notices-2 <box>700 60 900 2243</box>
ad-advertiser: L. JACOB, LAND AGENT, TE KUITI. <box>711 1280 888 1309</box>
ad-advertiser: S. GEORGE NATHAN, Auctioneer and Estate Agent, 113-115 CUSTOMHOUSE QUAY. <box>331 792 496 849</box>
advertisement <box>704 1489 895 1600</box>
ad-advertiser: STEVENS AND CO., Abel Smith Street, Wellington. <box>30 1639 171 1682</box>
ad-body: 1220 ACRES, Freehold, about 3 miles from railway, well watered, fenced and subdivided by good fences. 130 cows to go. Price, there are two houses on the property, and all outbuildings, sheep pens and dip. Portion ploughable, £10 per acre. <box>704 427 895 459</box>
ad-body: SECURE the best Dairy Farm £36 per acre in Taranaki. 70 acres, Tikorangi dist., well-drained swamp, equal to Rotorua. Hereford, dry-land dairy, 20 miles from Inglewood. MUTTON MONARCHS, 900 Acres, L.I.P. Carry 1000 sheep; 15 miles from railway. Will Exchange for smaller Farm or Town Property. <box>904 817 1084 857</box>
ad-body: HAVE you Tried TE MATA WINES? There are a Lot of Wine Merchants, and the best! Prices from 15s. per case. Write the Manager at Havelock North for Price List. <box>180 1324 319 1356</box>
keenes-cement-sub: OF BRITISH MANUFACTURE. <box>50 1442 151 1451</box>
advertisement <box>704 1105 895 1239</box>
ad-title: LEVIN SALE. <box>206 469 293 483</box>
ad-title: FOR SALE OR EXCHANGE. <box>906 1487 1082 1501</box>
ad-advertiser: J. WILLIS, AUCTIONEER, LAND & COMMISSION AGENT, OTOROHANGA. <box>904 1088 1085 1131</box>
ad-title: FIRST-CLASS GRAZING FARM. <box>916 82 1072 108</box>
ad-body: 300 ACRES Freehold and 680 acres C.P.L., all in grass, well fenced and subdivided into many paddocks; well watered; all flat and undulating, suitable for dairying or sheep farming. <box>904 1837 1084 1861</box>
advertisement <box>30 249 171 325</box>
ad-title: HAWKE'S BAY PROPERTY FOR SALE. <box>908 283 1080 310</box>
ad-title: SHEEP FARM WANTED. <box>721 1602 878 1616</box>
ad-body: THE NEW ZEALAND LOAN AND MERCANTILE AGENCY CO., LTD., are instructed by W. H. Field, Esq., M.P., to sell by public auction on Saturday, 16th September, at the Chamber of Commerce, Wellington, at 2 p.m.— (a) Part Section 28, Ngarara West A, Block 2, as shown on plan; in 1 acre at the Waikanae Railway Station, and having a frontage of about 24 chains to the Main West Coast Road and Railway. To be offered first in two sections of 36 acres each, and, failing sale, in three sections of 24 acres each, buyers to have option of taking additional unsold section or sections. (b) Other part said Section 28, 93 acres, situate at the junction of the Waikanae Beach and Ngarara Roads, ½ of a mile from Waikanae Railway Station. To be offered in 4 sections of about 2 acres each, buyers to have option of taking one or more additional unsold sections. Each section is especially suitable for dairying, fattening, or gardening (market); No. 1 section, splendid creek; the lot, with its sunny aspect, sheltered by ranges, etc. (c) Second hand, is full of hill grass; beautifully situated, eminently suited for country residence. Terms: 10 per cent. cash, 40 per cent. on 16th January, 1917, 50 per cent. on 16th July, 1917. <box>328 491 499 652</box>
advertisement <box>704 1771 895 1864</box>
imprint: Printed and Published by Archibald Gandy, Travis Terrace, Lyall Bay, for the Wellington Publishing Company, Limited, at the Registered Office of the Company, Dominion Avenue, Wellington, Monday, August 28, 1916. <box>904 2146 1068 2188</box>
ad-title: FOR SALE. <box>377 967 450 981</box>
advertisement <box>180 79 319 208</box>
ad-advertiser: BARTON AND CO., OTAKI RAILWAY. <box>927 1253 1061 1282</box>
ad-body: TUESDAY, 29th AUGUST, 1916. At 1.30 p.m. ATTRACTIVE SALE OF SUPERIOR HOUSEHOLD FURNITURE, FIVE FIRST-CLASS AXMINSTER CARPETS, 3X HALL RUNNER, MASSIVE UPRIGHT GRAND ENGLISH PIANO, 200 VOLS. BOOKS, LADIES' AND GENTS' BICYCLES, VACUUM CLEANER, LAWN MOWER, Etc. Etc. L. L. WILSON AND CO. have been favoured with instructions from Mrs. S. C. Barraud, who is giving up housekeeping, to sell at the Residence, The Gables, Waterloo Road, Lower Hutt. This Complete Contents of a nicely furnished house, including a very fine English Piano. <box>328 86 499 174</box>
advertisement <box>180 208 319 274</box>
ad-title: BEST DAIRY FARM IN THE MANAWATU. <box>904 911 1084 938</box>
ad-title: JOHNSONVILLE STOCK SALE. <box>196 276 303 303</box>
advertisement <box>180 384 319 466</box>
ad-advertiser: E. PARK, STOCK AND STATION AGENT, WANGANUI. <box>916 1531 1072 1574</box>
ad-body: ABOUT 1600 ACRES, near Napier; Unrivalled Government Lease; rent, 1s. 7d. per acre; now wintering over a sheep; most of it ploughable, capable of great improvement. For quick sale, £2 per acre goodwill. <box>180 964 319 1004</box>
ad-advertiser: GEO. H. BUCKERIDGE, ESTATE AND GENERAL COMMISSION AGENT, ELTHAM. <box>909 723 1079 780</box>
ad-title: OTAKI SALE. <box>206 210 293 224</box>
ad-advertiser: JAMES CONNOR, Telephone 67. P.O. Box 112. <box>34 420 167 463</box>
ad-advertiser: IMLAY SAUNDERS, 67 RIDGWAY STREET, WANGANUI. <box>719 346 880 389</box>
francis-holmes-line: Francis Holmes, 79 WOODWARD ST., WELLINGTON. <box>32 1451 169 1468</box>
ad-title: LEVIATHAN HOTEL <box>35 328 166 342</box>
ad-body: FARMERS—Look! 2100 Acres, flat, undulating, and very easy low hills. 1500 acres in best flats and rich bush. Would make ideal dairying or fattening country, 12 miles from Rangitikei. Worth £8 in grass; £2 10s. per acre. Apply Hunter's Agency, Palmerston North. <box>30 1731 171 1779</box>
ad-title: THIS PROPERTY IS GOOD VALUE. <box>712 82 887 108</box>
ad-body: 1318 ACRES, L.I.P. tenure, rent £13 10s. per year, situated 3 miles from school and P.O., 30 miles from railway station, 300 acres in grass, balance bush, limestone country, good house, outbuildings, etc. Price £5 an acre. Terms easy. <box>704 1245 895 1277</box>
ad-advertiser: GRANT & CAMPBELL, HAWERA, TARANAKI. <box>720 1654 879 1683</box>
ad-body: Oriental Street, Wellington. MR. FIX has taken over this well-known Hotel, and visitors are reminded that it offers them a superior house. Quite up to date, central, and splendid accommodation. Tariff, 8s. 6d. per day. <box>30 750 171 790</box>
advertisement <box>328 313 499 459</box>
ad-body: 3000 ACRES, nearly all well improved; good dwelling and other buildings. Carrying capacity: 3000 sheep, 150 cattle. Lease, 14 years from 1st March, 1917, at 3s. 6d. per acre; goodwill, £1250. A Bargain. <box>704 1802 895 1827</box>
advertisement <box>704 79 895 251</box>
ad-title: LEVIN PROPERTIES LEVIN. <box>927 401 1061 427</box>
ad-body: 200 ACRES, 'L.I.P., £3. 6d. per acre, 130 acres in grass; balance in bush. 10 miles from Feilding. 8 roomed house, 6 months' lease. Price, £3 per acre goodwill, including 500 sheep, 12 cows, 2 heifers, bull, 4 horses, 2 ploughs, 1 wagon and binder, 1 Cambridge roller, two harrows, horse rake and Sundries. <box>328 1178 499 1218</box>
ad-title: WAIKATO DRAINED SWAMP. <box>928 1711 1060 1738</box>
column-land-notices-3 <box>900 60 1088 2188</box>
